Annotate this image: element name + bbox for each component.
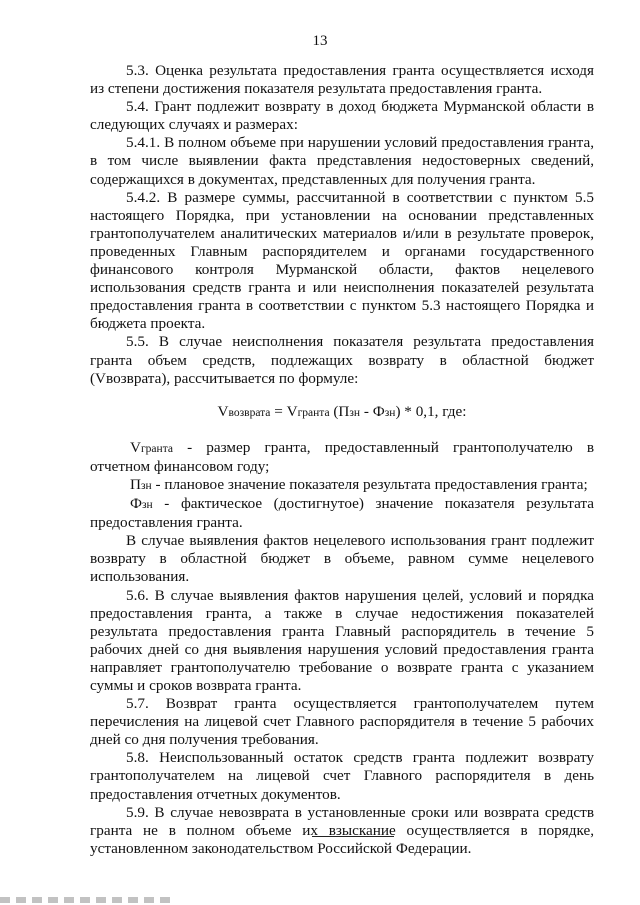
document-body <box>90 62 594 858</box>
formula-minus: - Ф <box>360 402 385 420</box>
formula-tail: ) * 0,1, где: <box>395 402 467 420</box>
formula-v-return: V <box>217 402 229 420</box>
paragraph-5-9: 5.9. В случае невозврата в установленные сроки или возврата средств гранта не в полном объеме их взыскание осуществляется в порядке, установленном законодательством Российской Федерации. <box>90 803 594 857</box>
definition-text: - фактическое (достигнутое) значение показателя результата предоставления гранта. <box>90 495 594 532</box>
definition-text: - размер гранта, предоставленный грантополучателю в отчетном финансовом году; <box>90 438 594 475</box>
scan-artifact <box>0 897 170 903</box>
paragraph-5-4: 5.4. Грант подлежит возврату в доход бюджета Мурманской области в следующих случаях и размерах: <box>90 98 594 134</box>
end-divider <box>312 836 394 837</box>
definition-symbol: V <box>130 438 141 456</box>
page-number: 13 <box>312 33 328 49</box>
formula-v-grant: V <box>286 402 298 420</box>
paragraph-misuse: В случае выявления фактов нецелевого использования грант подлежит возврату в областной бюджет в объеме, равном сумме нецелевого использования. <box>90 532 594 586</box>
paragraph-5-3: 5.3. Оценка результата предоставления гранта осуществляется исходя из степени достижения показателя результата предоставления гранта. <box>90 62 594 98</box>
definition-symbol-sub: зн <box>140 479 152 492</box>
definition-symbol: Ф <box>130 495 142 513</box>
formula-open: (П <box>329 402 350 420</box>
formula-v-return-sub: возврата <box>228 406 271 419</box>
paragraph-5-8: 5.8. Неиспользованный остаток средств гранта подлежит возврату грантополучателем на лицевой счет Главного распорядителя в день предоставления отчетных документов. <box>90 749 594 803</box>
definition-v-grant <box>90 439 594 476</box>
formula-equals: = <box>270 402 287 420</box>
return-formula <box>90 403 594 422</box>
definition-text: - плановое значение показателя результата предоставления гранта; <box>151 475 588 493</box>
definition-symbol-sub: гранта <box>140 442 173 455</box>
formula-p-sub: зн <box>349 406 361 419</box>
paragraph-5-4-2: 5.4.2. В размере суммы, рассчитанной в соответствии с пунктом 5.5 настоящего Порядка, при установлении на основании представленных грантополучателем аналитических материалов и/или в результате проверок, проведенных Главным распорядителем и органами государственного финансового контроля Мурманской области, фактов нецелевого использования средств гранта и или неисполнения показателей результата предоставления гранта в соответствии с пунктом 5.3 настоящего Порядка и бюджета проекта. <box>90 188 594 333</box>
definition-f-actual <box>90 495 594 532</box>
formula-v-grant-sub: гранта <box>297 406 330 419</box>
definition-symbol-sub: зн <box>142 499 153 512</box>
paragraph-5-6: 5.6. В случае выявления фактов нарушения целей, условий и порядка предоставления гранта, а также в случае недостижения показателей результата предоставления гранта Главный распорядитель в течение 5 рабочих дней со дня выявления нарушения условий предоставления гранта направляет грантополучателю требование о возврате гранта с указанием суммы и сроков возврата гранта. <box>90 586 594 694</box>
paragraph-5-4-1: 5.4.1. В полном объеме при нарушении условий предоставления гранта, в том числе выявлении факта представления недостоверных сведений, содержащихся в документах, представленных для получения гранта. <box>90 134 594 188</box>
paragraph-5-5: 5.5. В случае неисполнения показателя результата предоставления гранта объем средств, подлежащих возврату в областной бюджет (Vвозврата), рассчитывается по формуле: <box>90 333 594 387</box>
formula-f-sub: зн <box>384 406 396 419</box>
paragraph-5-7: 5.7. Возврат гранта осуществляется грантополучателем путем перечисления на лицевой счет Главного распорядителя в течение 5 рабочих дней со дня получения требования. <box>90 695 594 749</box>
definition-p-plan <box>90 476 594 495</box>
definition-symbol: П <box>130 475 141 493</box>
